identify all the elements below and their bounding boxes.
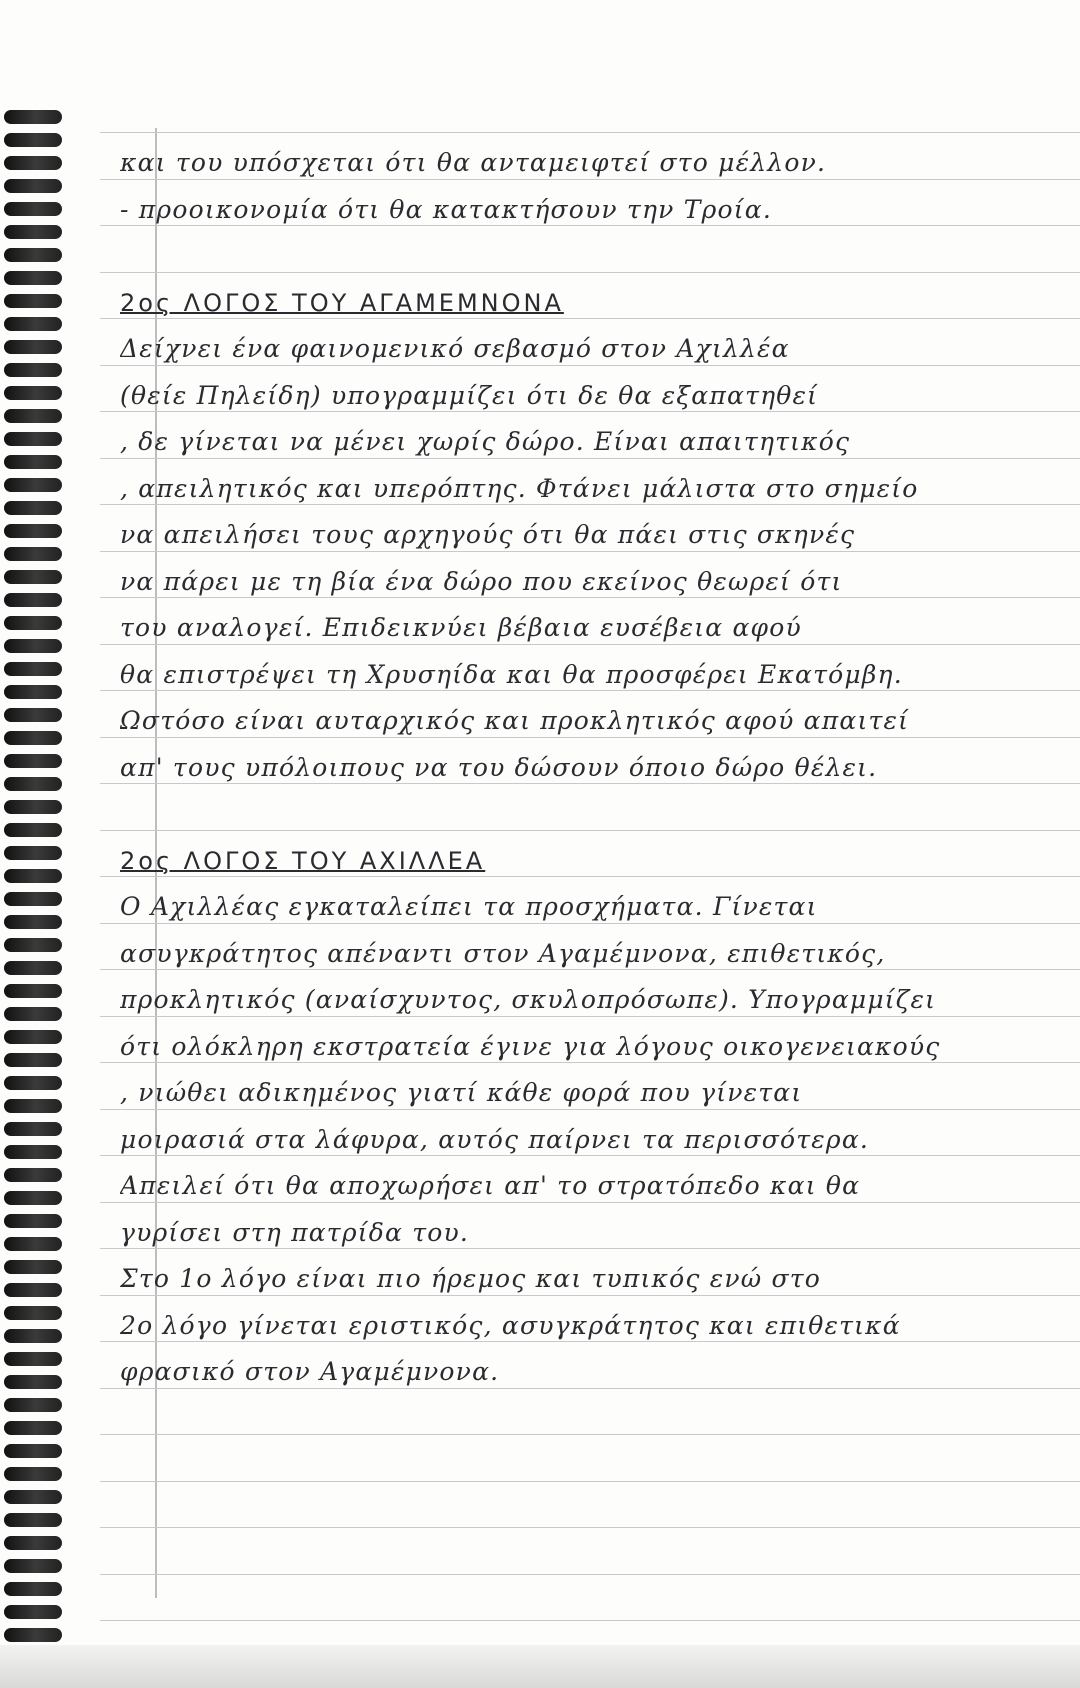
- spiral-ring: [4, 1375, 62, 1389]
- spiral-ring: [4, 1628, 62, 1642]
- note-line: Ωστόσο είναι αυταρχικός και προκλητικός αφού απαιτεί: [120, 706, 910, 735]
- spiral-ring: [4, 685, 62, 699]
- note-line: Στο 1ο λόγο είναι πιο ήρεμος και τυπικός ενώ στο: [120, 1264, 822, 1293]
- note-line: και του υπόσχεται ότι θα ανταμειφτεί στο μέλλον.: [120, 148, 827, 177]
- spiral-ring: [4, 639, 62, 653]
- spiral-ring: [4, 1076, 62, 1090]
- note-line: - προοικονομία ότι θα κατακτήσουν την Τροία.: [120, 194, 772, 224]
- spiral-ring: [4, 409, 62, 423]
- spiral-ring: [4, 823, 62, 837]
- spiral-ring: [4, 869, 62, 883]
- spiral-ring: [4, 1214, 62, 1228]
- ruled-line: [100, 1574, 1080, 1575]
- spiral-ring: [4, 1283, 62, 1297]
- spiral-ring: [4, 984, 62, 998]
- spiral-ring: [4, 455, 62, 469]
- section-heading: 2ος ΛΟΓΟΣ ΤΟΥ ΑΧΙΛΛΕΑ: [120, 846, 486, 875]
- note-line: να απειλήσει τους αρχηγούς ότι θα πάει στις σκηνές: [120, 520, 856, 549]
- handwritten-notes: [120, 140, 1040, 1396]
- ruled-line: [100, 132, 1080, 133]
- spiral-ring: [4, 1007, 62, 1021]
- spiral-ring: [4, 570, 62, 584]
- note-line: προκλητικός (αναίσχυντος, σκυλοπρόσωπε). Υπογραμμίζει: [120, 985, 937, 1014]
- spiral-ring: [4, 248, 62, 262]
- spiral-ring: [4, 662, 62, 676]
- note-line: Ο Αχιλλέας εγκαταλείπει τα προσχήματα. Γίνεται: [120, 892, 818, 921]
- spiral-ring: [4, 340, 62, 354]
- spiral-ring: [4, 593, 62, 607]
- spiral-ring: [4, 616, 62, 630]
- blank-line: [120, 233, 1040, 280]
- spiral-ring: [4, 961, 62, 975]
- note-line: (θείε Πηλείδη) υπογραμμίζει ότι δε θα εξαπατηθεί: [120, 380, 819, 410]
- note-line: Απειλεί ότι θα αποχωρήσει απ' το στρατόπεδο και θα: [120, 1171, 861, 1200]
- spiral-ring: [4, 892, 62, 906]
- spiral-ring: [4, 1536, 62, 1550]
- spiral-ring: [4, 800, 62, 814]
- spiral-ring: [4, 133, 62, 147]
- spiral-ring: [4, 1191, 62, 1205]
- spiral-ring: [4, 294, 62, 308]
- note-line: Δείχνει ένα φαινομενικό σεβασμό στον Αχιλλέα: [120, 334, 790, 363]
- note-line: θα επιστρέψει τη Χρυσηίδα και θα προσφέρει Εκατόμβη.: [120, 659, 903, 689]
- spiral-ring: [4, 1237, 62, 1251]
- spiral-ring: [4, 271, 62, 285]
- spiral-ring: [4, 524, 62, 538]
- spiral-ring: [4, 915, 62, 929]
- note-line: 2ο λόγο γίνεται εριστικός, ασυγκράτητος και επιθετικά: [120, 1310, 901, 1340]
- note-line: απ' τους υπόλοιπους να του δώσουν όποιο δώρο θέλει.: [120, 752, 878, 782]
- spiral-ring: [4, 1467, 62, 1481]
- ruled-line: [100, 1481, 1080, 1482]
- spiral-ring: [4, 1490, 62, 1504]
- spiral-binding: [0, 110, 70, 1670]
- spiral-ring: [4, 777, 62, 791]
- spiral-ring: [4, 1559, 62, 1573]
- spiral-ring: [4, 1099, 62, 1113]
- note-line: του αναλογεί. Επιδεικνύει βέβαια ευσέβεια αφού: [120, 613, 802, 642]
- spiral-ring: [4, 432, 62, 446]
- spiral-ring: [4, 501, 62, 515]
- ruled-line: [100, 1620, 1080, 1621]
- spiral-ring: [4, 1168, 62, 1182]
- spiral-ring: [4, 363, 62, 377]
- spiral-ring: [4, 1053, 62, 1067]
- section-heading: 2ος ΛΟΓΟΣ ΤΟΥ ΑΓΑΜΕΜΝΟΝΑ: [120, 288, 564, 317]
- spiral-ring: [4, 110, 62, 124]
- spiral-ring: [4, 1329, 62, 1343]
- spiral-ring: [4, 547, 62, 561]
- note-line: ασυγκράτητος απέναντι στον Αγαμέμνονα, επιθετικός,: [120, 938, 886, 968]
- spiral-ring: [4, 1444, 62, 1458]
- spiral-ring: [4, 156, 62, 170]
- note-line: φρασικό στον Αγαμέμνονα.: [120, 1357, 500, 1386]
- spiral-ring: [4, 179, 62, 193]
- spiral-ring: [4, 317, 62, 331]
- spiral-ring: [4, 708, 62, 722]
- spiral-ring: [4, 1605, 62, 1619]
- note-line: , δε γίνεται να μένει χωρίς δώρο. Είναι απαιτητικός: [120, 427, 851, 456]
- spiral-ring: [4, 731, 62, 745]
- spiral-ring: [4, 1030, 62, 1044]
- spiral-ring: [4, 754, 62, 768]
- spiral-ring: [4, 1398, 62, 1412]
- ruled-line: [100, 1434, 1080, 1435]
- note-line: , νιώθει αδικημένος γιατί κάθε φορά που γίνεται: [120, 1078, 803, 1107]
- spiral-ring: [4, 1260, 62, 1274]
- note-line: ότι ολόκληρη εκστρατεία έγινε για λόγους οικογενειακούς: [120, 1031, 941, 1061]
- spiral-ring: [4, 1306, 62, 1320]
- spiral-ring: [4, 1582, 62, 1596]
- ruled-line: [100, 1527, 1080, 1528]
- spiral-ring: [4, 225, 62, 239]
- spiral-ring: [4, 202, 62, 216]
- note-line: γυρίσει στη πατρίδα του.: [120, 1217, 470, 1247]
- blank-line: [120, 791, 1040, 838]
- spiral-ring: [4, 386, 62, 400]
- spiral-ring: [4, 1352, 62, 1366]
- page-bottom-edge: [0, 1645, 1080, 1688]
- spiral-ring: [4, 1145, 62, 1159]
- spiral-ring: [4, 1513, 62, 1527]
- spiral-ring: [4, 478, 62, 492]
- spiral-ring: [4, 1122, 62, 1136]
- note-line: μοιρασιά στα λάφυρα, αυτός παίρνει τα περισσότερα.: [120, 1124, 870, 1154]
- spiral-ring: [4, 1421, 62, 1435]
- spiral-ring: [4, 846, 62, 860]
- note-line: , απειλητικός και υπερόπτης. Φτάνει μάλιστα στο σημείο: [120, 473, 919, 503]
- spiral-ring: [4, 938, 62, 952]
- note-line: να πάρει με τη βία ένα δώρο που εκείνος θεωρεί ότι: [120, 566, 843, 596]
